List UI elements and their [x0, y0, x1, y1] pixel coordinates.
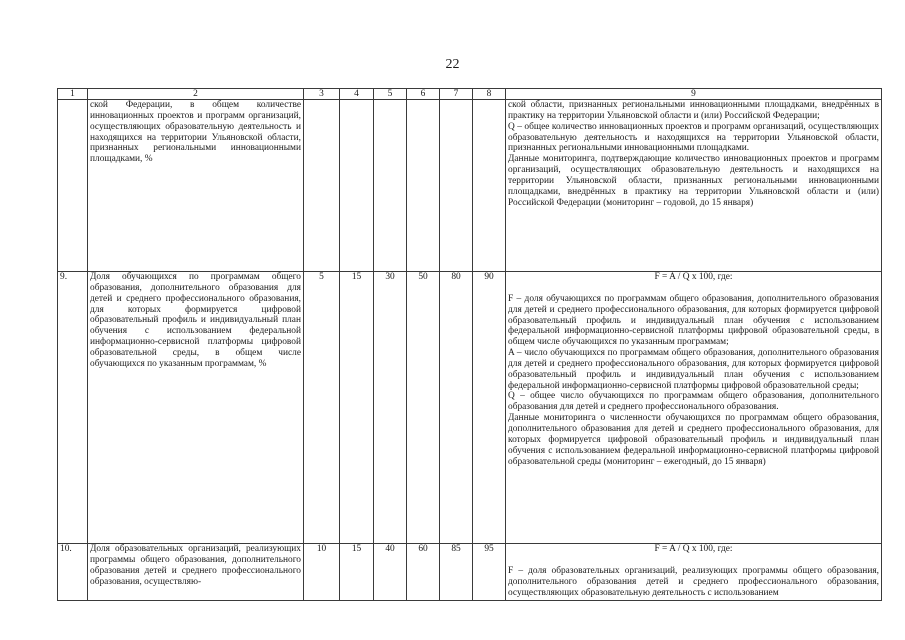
value-cell: 10 — [304, 544, 340, 601]
value-cell — [340, 100, 374, 272]
value-cell: 80 — [440, 272, 473, 544]
indicator-name: Доля обучающихся по программам общего образования, дополнительного образования для детей и среднего профессионального образования, для которых формируется цифровой образовательный профиль и индивидуальный план обучения с использованием федеральной информационно-сервисной платформы цифровой образовательной среды, в общем числе обучающихся по указанным программам, % — [88, 272, 304, 544]
page-number: 22 — [445, 57, 460, 72]
row-number: 10. — [58, 544, 88, 601]
indicator-name: Доля образовательных организаций, реализующих программы общего образования, дополнительного образования детей и среднего профессионального образования, осуществляю- — [88, 544, 304, 601]
table-row — [58, 100, 882, 272]
value-cell — [473, 100, 506, 272]
value-cell: 95 — [473, 544, 506, 601]
header-cell: 8 — [473, 89, 506, 100]
table-header-row — [58, 89, 882, 100]
value-cell: 30 — [374, 272, 407, 544]
header-cell: 9 — [506, 89, 882, 100]
value-cell: 85 — [440, 544, 473, 601]
description-paragraph: A – число обучающихся по программам общего образования, дополнительного образования для детей и среднего профессионального образования, для которых формируется цифровой образовательный профиль и индивидуальный план обучения с использованием федеральной информационно-сервисной платформы цифровой образовательной среды; — [508, 348, 879, 391]
value-cell — [374, 100, 407, 272]
header-cell: 5 — [374, 89, 407, 100]
value-cell: 90 — [473, 272, 506, 544]
header-cell: 6 — [407, 89, 440, 100]
description-paragraph: Q – общее число обучающихся по программам общего образования, дополнительного образования для детей и среднего профессионального образования. — [508, 391, 879, 413]
description-paragraph: ской области, признанных региональными инновационными площадками, внедрённых в практику на территории Ульяновской области и (или) Российской Федерации; — [508, 100, 879, 121]
formula: F = A / Q x 100, где: — [654, 544, 733, 554]
method-description — [506, 100, 882, 272]
row-number — [58, 100, 88, 272]
table-row — [58, 544, 882, 601]
indicators-table — [57, 88, 882, 601]
value-cell: 5 — [304, 272, 340, 544]
header-cell: 3 — [304, 89, 340, 100]
description-paragraph: Данные мониторинга, подтверждающие количество инновационных проектов и программ организаций, осуществляющих образовательную деятельность и находящихся на территории Ульяновской области, признанных региональными инновационными площадками, внедрённых в практику на территории Ульяновской области и (или) Российской Федерации (мониторинг – годовой, до 15 января) — [508, 154, 879, 208]
description-paragraph: Q – общее количество инновационных проектов и программ организаций, осуществляющих образовательную деятельность и находящихся на территории Ульяновской области, признанных региональными инновационными площадками. — [508, 121, 879, 154]
indicator-name: ской Федерации, в общем количестве инновационных проектов и программ организаций, осуществляющих образовательную деятельность и находящихся на территории Ульяновской области, признанных региональными инновационными площадками, % — [88, 100, 304, 272]
header-cell: 1 — [58, 89, 88, 100]
table-row — [58, 272, 882, 544]
value-cell — [440, 100, 473, 272]
formula: F = A / Q x 100, где: — [654, 272, 733, 282]
value-cell: 50 — [407, 272, 440, 544]
description-paragraph: Данные мониторинга о численности обучающихся по программам общего образования, дополнительного образования для детей и среднего профессионального образования, для которых формируется цифровой образовательный профиль и индивидуальный план обучения с использованием федеральной информационно-сервисной платформы цифровой образовательной среды (мониторинг – ежегодный, до 15 января) — [508, 413, 879, 467]
value-cell — [407, 100, 440, 272]
row-number: 9. — [58, 272, 88, 544]
header-cell: 7 — [440, 89, 473, 100]
header-cell: 4 — [340, 89, 374, 100]
description-paragraph: F – доля обучающихся по программам общего образования, дополнительного образования для детей и среднего профессионального образования, для которых формируется цифровой образовательный профиль и индивидуальный план обучения с использованием федеральной информационно-сервисной платформы цифровой образовательной среды, в общем числе обучающихся по указанным программам; — [508, 293, 879, 348]
description-paragraph: F – доля образовательных организаций, реализующих программы общего образования, дополнительного образования детей и среднего профессионального образования, осуществляющих образовательную деятельность с использованием — [508, 565, 879, 598]
value-cell: 40 — [374, 544, 407, 601]
value-cell: 15 — [340, 272, 374, 544]
value-cell: 15 — [340, 544, 374, 601]
value-cell: 60 — [407, 544, 440, 601]
method-description — [506, 272, 882, 544]
method-description — [506, 544, 882, 601]
header-cell: 2 — [88, 89, 304, 100]
value-cell — [304, 100, 340, 272]
